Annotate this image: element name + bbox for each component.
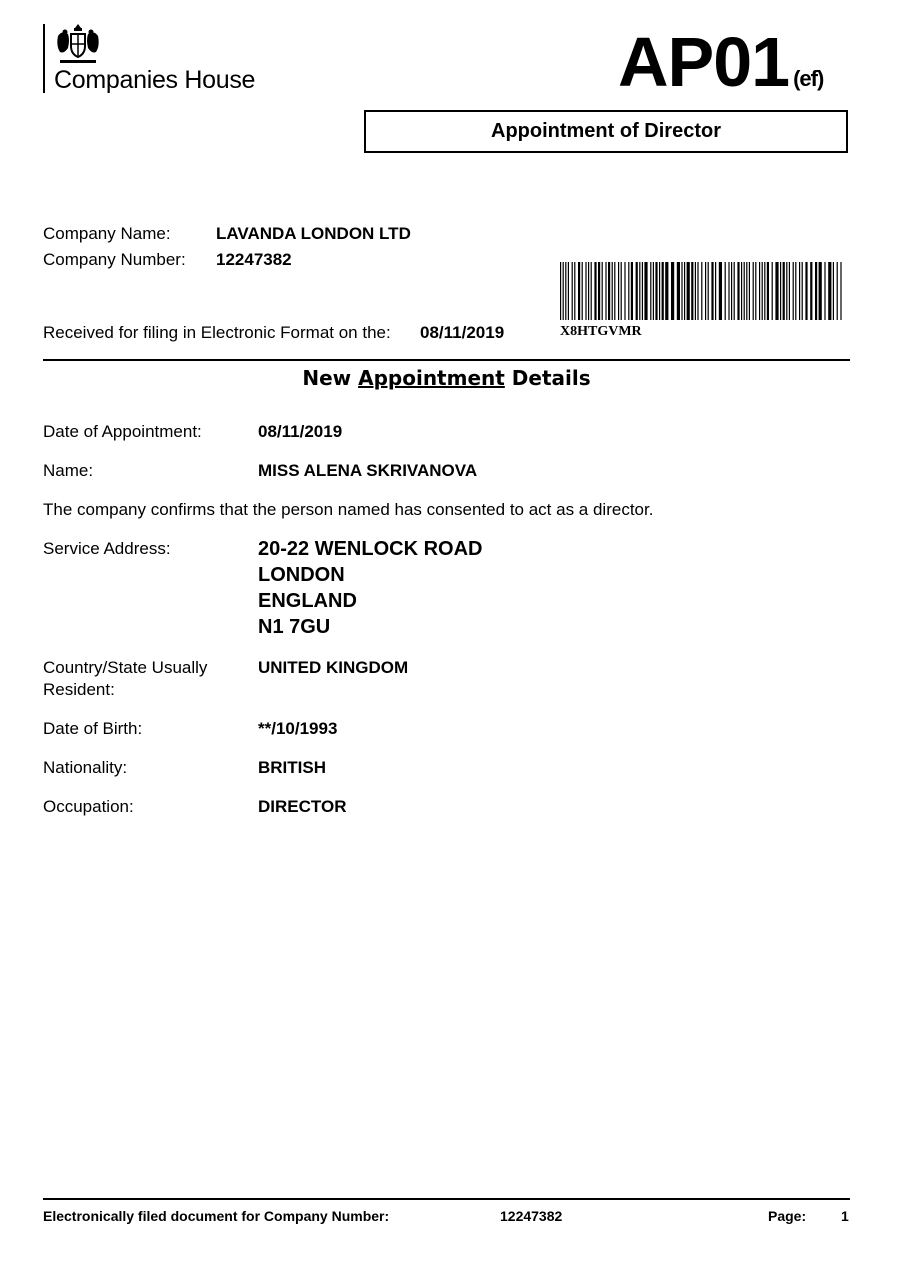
barcode-bar [598, 262, 600, 320]
barcode-bar [734, 262, 735, 320]
appointment-date-value: 08/11/2019 [258, 422, 343, 441]
barcode-bar [588, 262, 589, 320]
barcode-bar [802, 262, 803, 320]
consent-statement: The company confirms that the person named has consented to act as a director. [43, 500, 654, 519]
barcode-bar [783, 262, 785, 320]
occupation-label: Occupation: [43, 797, 134, 816]
barcode-bar [614, 262, 615, 320]
barcode-bar [737, 262, 739, 320]
section-title [43, 366, 850, 390]
country-value: UNITED KINGDOM [258, 658, 409, 677]
barcode-bar [631, 262, 633, 320]
appointment-date-label: Date of Appointment: [43, 422, 202, 441]
barcode-bar [708, 262, 709, 320]
form-code [618, 22, 823, 102]
barcode-bar [568, 262, 569, 320]
section-title-part1: New [302, 366, 359, 390]
company-name-label: Company Name: [43, 224, 171, 243]
barcode-bar [810, 262, 812, 320]
barcode-bar [799, 262, 800, 320]
barcode-bar [621, 262, 622, 320]
address-line: N1 7GU [258, 616, 331, 638]
barcode-bar [828, 262, 831, 320]
barcode-bar [744, 262, 745, 320]
barcode-bar [741, 262, 742, 320]
barcode-bar [695, 262, 696, 320]
barcode-bar [780, 262, 781, 320]
address-line: LONDON [258, 564, 345, 586]
footer-divider [43, 1198, 850, 1200]
barcode-bar [795, 262, 796, 320]
barcode-bar [764, 262, 765, 320]
barcode-bar [605, 262, 606, 320]
dob-value: **/10/1993 [258, 719, 338, 738]
barcode-bar [824, 262, 825, 320]
barcode-bar [767, 262, 769, 320]
barcode-bar [602, 262, 603, 320]
footer-page-label: Page: [768, 1208, 807, 1224]
barcode-bar [711, 262, 713, 320]
address-line: ENGLAND [258, 590, 357, 612]
form-title-box [364, 110, 848, 153]
barcode-bar [805, 262, 807, 320]
dob-label: Date of Birth: [43, 719, 143, 738]
organisation-name: Companies House [54, 66, 256, 94]
barcode-bar [578, 262, 580, 320]
barcode-image [560, 262, 844, 320]
barcode-bar [755, 262, 756, 320]
logo-divider [43, 24, 45, 93]
section-title-part3: Details [504, 366, 591, 390]
barcode-bar [749, 262, 750, 320]
barcode-bar [628, 262, 629, 320]
barcode-bar [560, 262, 561, 320]
footer-page-number: 1 [841, 1208, 849, 1224]
barcode-bar [665, 262, 668, 320]
barcode-bar [775, 262, 778, 320]
barcode-bar [815, 262, 817, 320]
barcode-bar [786, 262, 787, 320]
barcode-bar [618, 262, 619, 320]
barcode-bar [655, 262, 657, 320]
barcode-bar [840, 262, 841, 320]
royal-crest-icon [52, 22, 104, 66]
barcode-bar [659, 262, 660, 320]
barcode-bar [642, 262, 643, 320]
barcode-bar [753, 262, 754, 320]
address-line: 20-22 WENLOCK ROAD [258, 538, 483, 560]
barcode-bar [677, 262, 680, 320]
barcode-bar [684, 262, 685, 320]
nationality-value: BRITISH [258, 758, 326, 777]
barcode-bar [563, 262, 564, 320]
section-title-part2: Appointment [358, 366, 505, 390]
company-number-value: 12247382 [216, 250, 292, 269]
barcode-bar [837, 262, 838, 320]
barcode-bar [697, 262, 698, 320]
barcode-bar [691, 262, 693, 320]
barcode-bar [681, 262, 682, 320]
form-code-main: AP01 [618, 23, 790, 101]
barcode-bar [833, 262, 834, 320]
barcode-bar [719, 262, 722, 320]
service-address-block [258, 536, 482, 640]
barcode-bar [671, 262, 674, 320]
barcode-bar [725, 262, 726, 320]
received-label: Received for filing in Electronic Format on the: [43, 323, 391, 342]
occupation-value: DIRECTOR [258, 797, 347, 816]
director-name-value: MISS ALENA SKRIVANOVA [258, 461, 478, 480]
barcode-bar [705, 262, 706, 320]
barcode-bar [639, 262, 640, 320]
barcode-bar [772, 262, 773, 320]
director-name-label: Name: [43, 461, 94, 480]
barcode-bar [762, 262, 763, 320]
barcode-bar [759, 262, 760, 320]
country-label-line2: Resident: [43, 680, 115, 699]
barcode-bar [793, 262, 794, 320]
country-label-line1: Country/State Usually [43, 658, 208, 677]
barcode-bar [624, 262, 625, 320]
barcode-bar [701, 262, 702, 320]
service-address-label: Service Address: [43, 539, 171, 558]
company-number-label: Company Number: [43, 250, 186, 269]
company-name-value: LAVANDA LONDON LTD [216, 224, 411, 243]
barcode-bar [612, 262, 613, 320]
barcode-bar [594, 262, 596, 320]
barcode-bar [636, 262, 638, 320]
barcode-bar [789, 262, 790, 320]
barcode-bar [650, 262, 651, 320]
form-title: Appointment of Director [491, 120, 721, 142]
footer-company-number: 12247382 [500, 1208, 563, 1224]
received-date: 08/11/2019 [420, 323, 505, 342]
barcode-bar [715, 262, 716, 320]
section-divider [43, 359, 850, 361]
barcode-bar [731, 262, 732, 320]
barcode-text: X8HTGVMR [560, 324, 642, 339]
form-code-suffix: (ef) [793, 66, 824, 91]
barcode-bar [591, 262, 592, 320]
barcode-bar [574, 262, 575, 320]
barcode-bar [608, 262, 610, 320]
nationality-label: Nationality: [43, 758, 128, 777]
footer-label: Electronically filed document for Company Number: [43, 1208, 390, 1224]
barcode-bar [653, 262, 654, 320]
barcode-bar [728, 262, 729, 320]
barcode-bar [565, 262, 566, 320]
barcode-bar [819, 262, 822, 320]
barcode-bar [662, 262, 664, 320]
barcode-bar [644, 262, 647, 320]
barcode-bar [585, 262, 586, 320]
barcode-bar [572, 262, 573, 320]
barcode-bar [687, 262, 690, 320]
barcode-bar [582, 262, 583, 320]
barcode-bar [746, 262, 747, 320]
